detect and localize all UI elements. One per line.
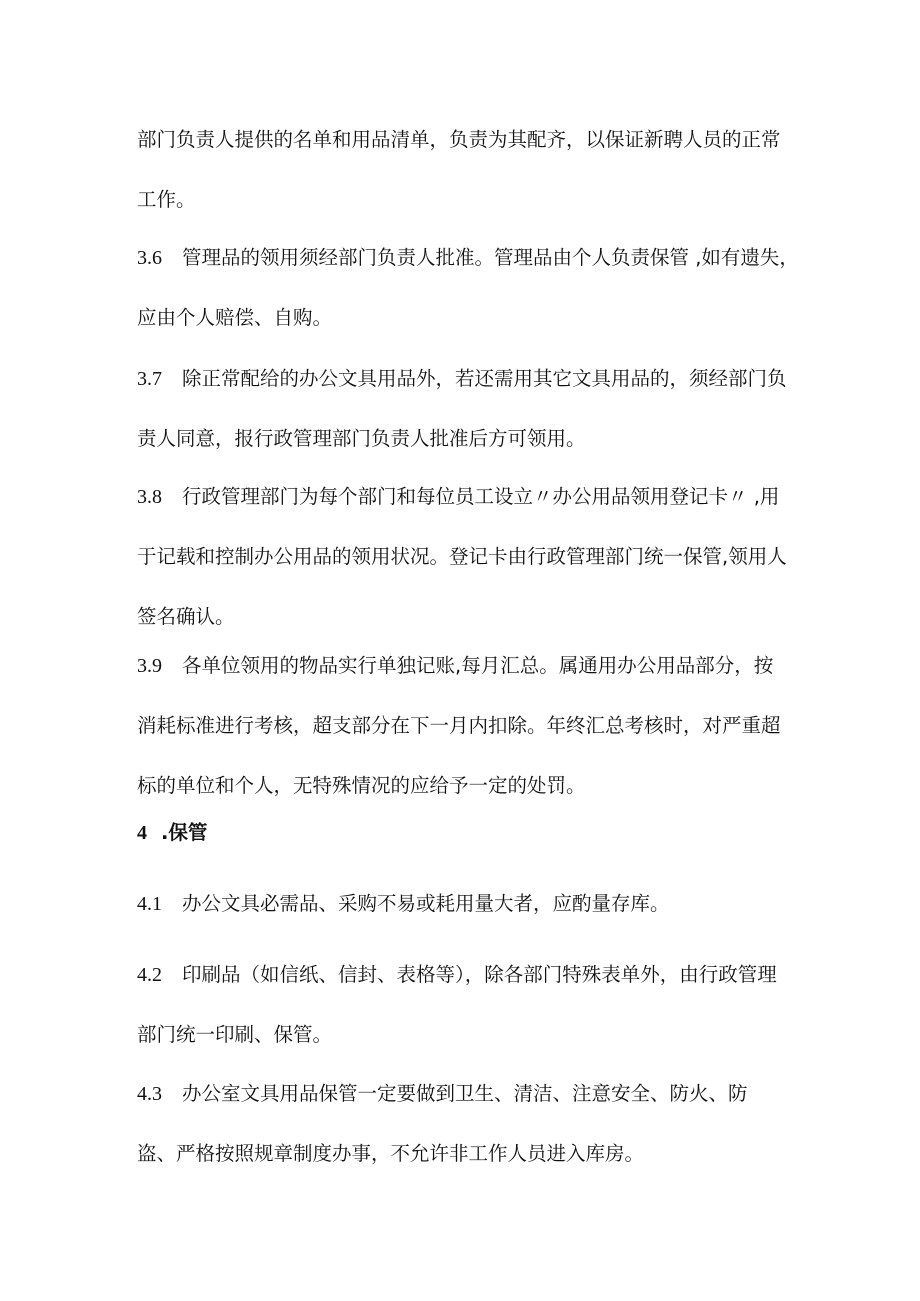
section-number: 4.1 [137, 893, 162, 915]
paragraph-line: 工作。 [137, 188, 196, 211]
paragraph-text: 各单位领用的物品实行单独记账,每月汇总。属通用办公用品部分，按 [182, 654, 774, 677]
paragraph-3-6 [137, 228, 807, 348]
paragraph-line [137, 467, 807, 527]
paragraph-text: 办公文具必需品、采购不易或耗用量大者，应酌量存库。 [182, 892, 670, 915]
paragraph-line: 责人同意，报行政管理部门负责人批准后方可领用。 [137, 427, 586, 450]
paragraph-line: 应由个人赔偿、自购。 [137, 306, 333, 329]
paragraph-line: 标的单位和个人，无特殊情况的应给予一定的处罚。 [137, 774, 586, 797]
section-number: 4.3 [137, 1083, 162, 1105]
paragraph-text: 行政管理部门为每个部门和每位员工设立〃办公用品领用登记卡〃 ,用 [182, 485, 780, 508]
paragraph-line [137, 349, 807, 409]
paragraph-text: 印刷品（如信纸、信封、表格等），除各部门特殊表单外，由行政管理 [182, 963, 777, 986]
paragraph-text: 除正常配给的办公文具用品外，若还需用其它文具用品的，须经部门负 [182, 367, 787, 390]
section-number: 3.6 [137, 247, 162, 269]
paragraph-4-1 [137, 874, 807, 934]
paragraph-4-2 [137, 945, 807, 1065]
section-number: 4.2 [137, 964, 162, 986]
section-heading-text: .保管 [161, 821, 208, 844]
paragraph-line [137, 636, 807, 696]
paragraph-3-7 [137, 349, 807, 469]
paragraph-text: 管理品的领用须经部门负责人批准。管理品由个人负责保管 ,如有遗失， [182, 246, 799, 269]
section-number: 3.9 [137, 655, 162, 677]
section-number: 3.8 [137, 486, 162, 508]
section-number: 4 [137, 822, 147, 844]
paragraph-line [137, 228, 807, 288]
section-heading-4 [137, 803, 807, 863]
section-number: 3.7 [137, 368, 162, 390]
paragraph-intro [137, 110, 807, 230]
paragraph-line: 部门统一印刷、保管。 [137, 1023, 333, 1046]
paragraph-line [137, 874, 807, 934]
paragraph-3-9 [137, 636, 807, 816]
paragraph-line [137, 945, 807, 1005]
paragraph-4-3 [137, 1064, 807, 1184]
paragraph-3-8 [137, 467, 807, 647]
paragraph-text: 办公室文具用品保管一定要做到卫生、清洁、注意安全、防火、防 [182, 1082, 748, 1105]
paragraph-line: 签名确认。 [137, 605, 235, 628]
paragraph-line: 部门负责人提供的名单和用品清单，负责为其配齐，以保证新聘人员的正常 [137, 128, 781, 151]
heading-line [137, 803, 807, 863]
paragraph-line: 于记载和控制办公用品的领用状况。登记卡由行政管理部门统一保管,领用人 [137, 545, 787, 568]
paragraph-line [137, 1064, 807, 1124]
paragraph-line: 消耗标准进行考核，超支部分在下一月内扣除。年终汇总考核时，对严重超 [137, 714, 781, 737]
paragraph-line: 盗、严格按照规章制度办事，不允许非工作人员进入库房。 [137, 1142, 645, 1165]
